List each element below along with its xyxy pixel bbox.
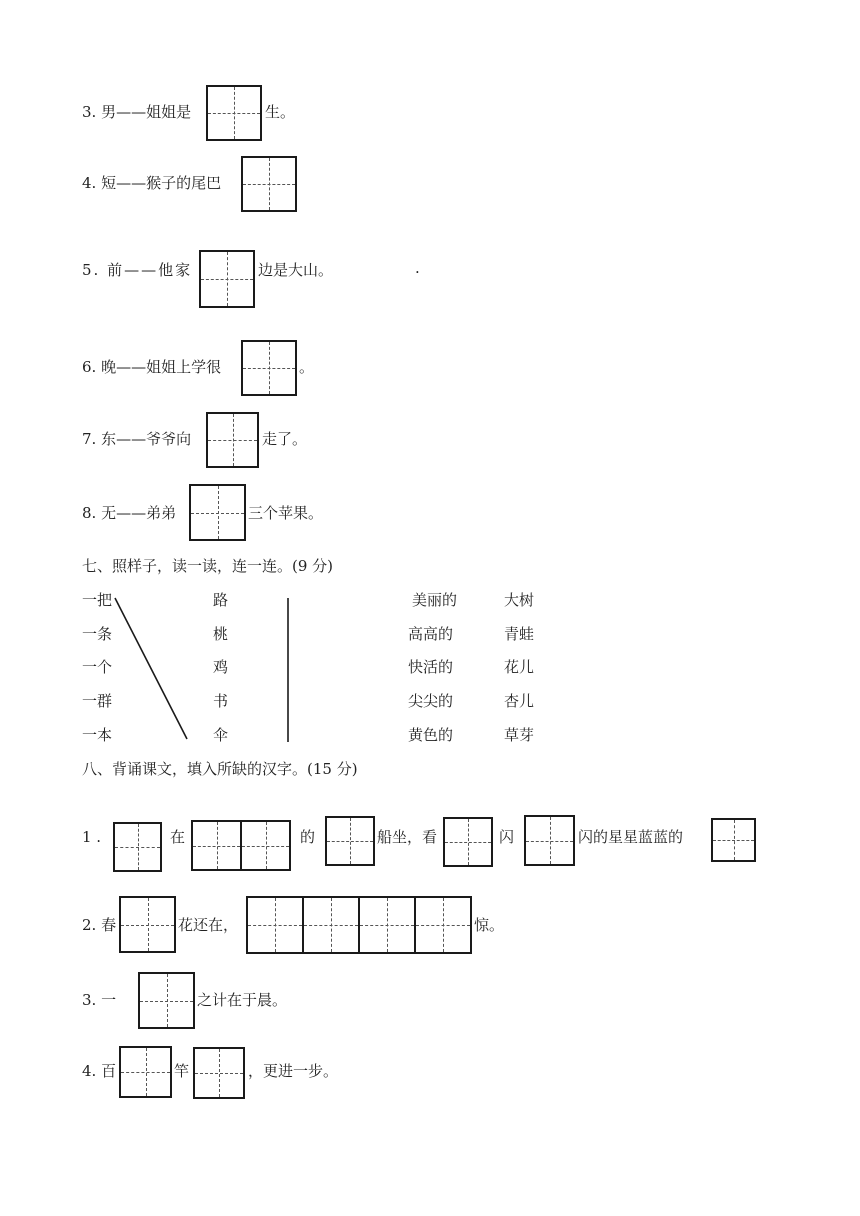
s8-q1-text: 在 xyxy=(170,828,186,846)
measure-word: 一本 xyxy=(82,726,113,744)
noun: 桃 xyxy=(213,625,229,643)
s8-q1-box-3[interactable] xyxy=(240,820,291,871)
s8-q4-box-2[interactable] xyxy=(193,1047,245,1099)
s8-q2-prefix: 2. 春 xyxy=(82,916,117,934)
s8-q1-text: 闪的星星蓝蓝的 xyxy=(578,828,684,846)
s8-q3-prefix: 3. 一 xyxy=(82,991,117,1009)
s8-q2-text: 花还在， xyxy=(178,916,239,934)
q7-suffix: 走了。 xyxy=(262,430,308,448)
section7-title: 七、照样子，读一读，连一连。(9 分) xyxy=(82,557,334,575)
s8-q1-box-6[interactable] xyxy=(524,815,575,866)
noun: 伞 xyxy=(213,726,229,744)
object-noun: 花儿 xyxy=(504,658,535,676)
s8-q1-box-2[interactable] xyxy=(191,820,242,871)
s8-q1-text: 的 xyxy=(300,828,316,846)
s8-q2-box-3[interactable] xyxy=(302,896,360,954)
object-noun: 大树 xyxy=(504,591,535,609)
adjective: 美丽的 xyxy=(412,591,458,609)
object-noun: 青蛙 xyxy=(504,625,535,643)
adjective: 快活的 xyxy=(408,658,454,676)
adjective: 尖尖的 xyxy=(408,692,454,710)
q3-prefix: 3. 男——姐姐是 xyxy=(82,103,192,121)
s8-q2-suffix: 惊。 xyxy=(474,916,505,934)
noun: 书 xyxy=(213,692,229,710)
q5-prefix: 5. 前——他家 xyxy=(82,261,193,279)
s8-q4-text: 竿 xyxy=(174,1062,190,1080)
s8-q1-text: 船坐，看 xyxy=(377,828,438,846)
measure-word: 一群 xyxy=(82,692,113,710)
s8-q1-box-7[interactable] xyxy=(711,818,756,862)
s8-q2-box-2[interactable] xyxy=(246,896,304,954)
noun: 路 xyxy=(213,591,229,609)
s8-q1-box-5[interactable] xyxy=(443,817,493,867)
measure-word: 一把 xyxy=(82,591,113,609)
s8-q4-box-1[interactable] xyxy=(119,1046,172,1098)
s8-q2-box-1[interactable] xyxy=(119,896,176,953)
q6-suffix: 。 xyxy=(299,358,315,376)
q8-suffix: 三个苹果。 xyxy=(248,504,324,522)
example-connector-line xyxy=(115,598,187,739)
noun: 鸡 xyxy=(213,658,229,676)
s8-q1-number: 1 . xyxy=(82,828,102,846)
q7-prefix: 7. 东——爷爷向 xyxy=(82,430,192,448)
q6-prefix: 6. 晚——姐姐上学很 xyxy=(82,358,222,376)
q5-suffix: 边是大山。 xyxy=(258,261,334,279)
s8-q1-text: 闪 xyxy=(499,828,515,846)
adjective: 黄色的 xyxy=(408,726,454,744)
s8-q2-box-5[interactable] xyxy=(414,896,472,954)
s8-q1-box-4[interactable] xyxy=(325,816,375,866)
s8-q3-box[interactable] xyxy=(138,972,195,1029)
q4-prefix: 4. 短——猴子的尾巴 xyxy=(82,174,222,192)
measure-word: 一条 xyxy=(82,625,113,643)
section8-title: 八、背诵课文，填入所缺的汉字。(15 分) xyxy=(82,760,358,778)
s8-q3-suffix: 之计在于晨。 xyxy=(197,991,288,1009)
stray-dot: · xyxy=(415,263,420,281)
s8-q4-prefix: 4. 百 xyxy=(82,1062,117,1080)
q3-suffix: 生。 xyxy=(265,103,296,121)
adjective: 高高的 xyxy=(408,625,454,643)
s8-q2-box-4[interactable] xyxy=(358,896,416,954)
object-noun: 杏儿 xyxy=(504,692,535,710)
q8-prefix: 8. 无——弟弟 xyxy=(82,504,177,522)
s8-q1-box-1[interactable] xyxy=(113,822,162,872)
object-noun: 草芽 xyxy=(504,726,535,744)
measure-word: 一个 xyxy=(82,658,113,676)
s8-q4-suffix: ，更进一步。 xyxy=(248,1062,339,1080)
